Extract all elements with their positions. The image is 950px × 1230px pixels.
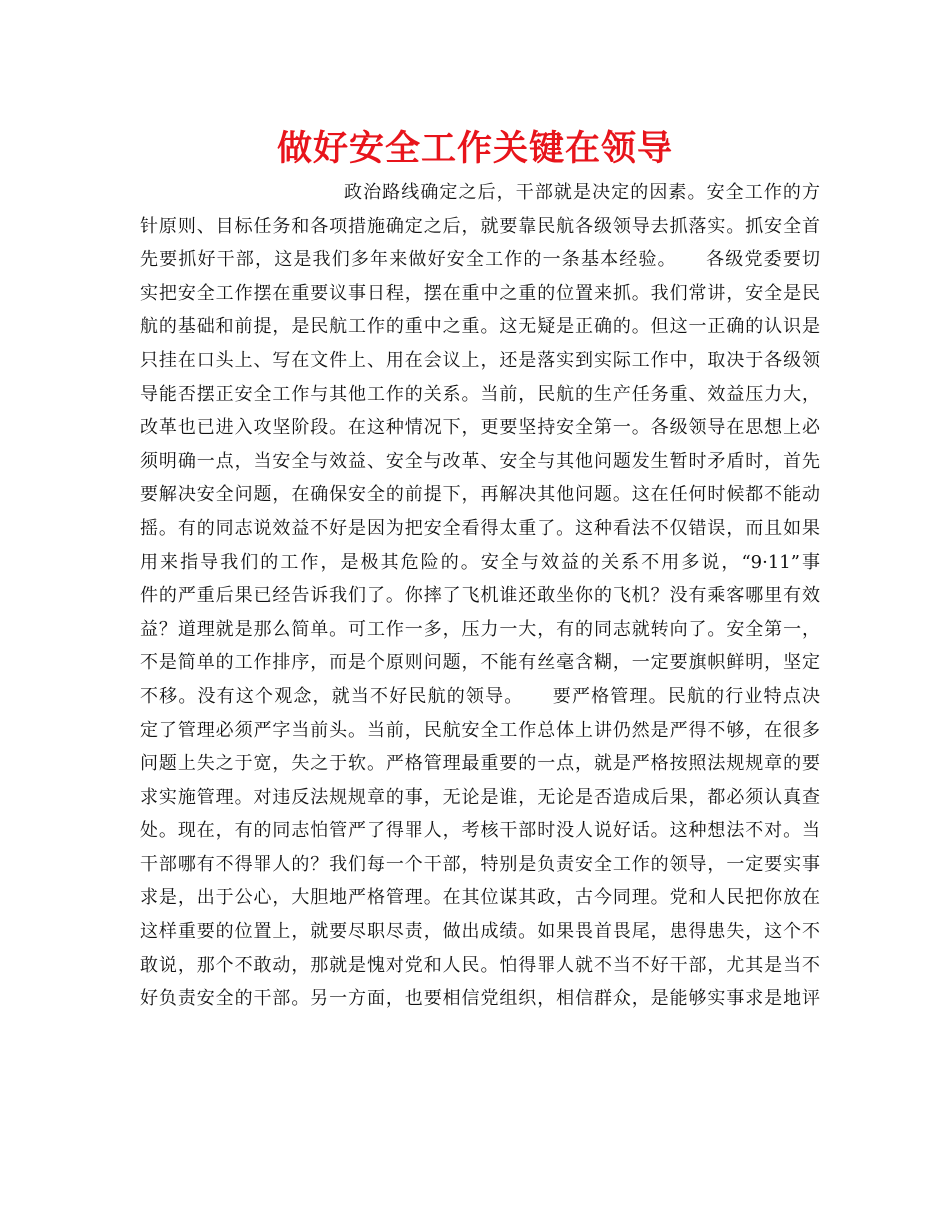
paragraph-line: 求是，出于公心，大胆地严格管理。在其位谋其政，古今同理。党和人民把你放在: [140, 887, 820, 909]
paragraph-line: 不是简单的工作排序，而是个原则问题，不能有丝毫含糊，一定要旗帜鲜明，坚定: [140, 652, 820, 674]
paragraph-line: 须明确一点，当安全与效益、安全与改革、安全与其他问题发生暂时矛盾时，首先: [140, 450, 820, 472]
paragraph-line: 不移。没有这个观念，就当不好民航的领导。 要严格管理。民航的行业特点决: [140, 685, 820, 707]
paragraph-line: 导能否摆正安全工作与其他工作的关系。当前，民航的生产任务重、效益压力大，: [140, 383, 820, 405]
paragraph-line: 干部哪有不得罪人的？我们每一个干部，特别是负责安全工作的领导，一定要实事: [140, 853, 820, 875]
paragraph-line: 要解决安全问题，在确保安全的前提下，再解决其他问题。这在任何时候都不能动: [140, 484, 820, 506]
paragraph-line: 益？道理就是那么简单。可工作一多，压力一大，有的同志就转向了。安全第一，: [140, 618, 820, 640]
paragraph-line: 用来指导我们的工作，是极其危险的。安全与效益的关系不用多说，“9·11”事: [140, 551, 820, 573]
paragraph-line: 摇。有的同志说效益不好是因为把安全看得太重了。这种看法不仅错误，而且如果: [140, 517, 820, 539]
paragraph-line: 只挂在口头上、写在文件上、用在会议上，还是落实到实际工作中，取决于各级领: [140, 349, 820, 371]
document-body: [140, 176, 820, 1016]
paragraph-line: 处。现在，有的同志怕管严了得罪人，考核干部时没人说好话。这种想法不对。当: [140, 820, 820, 842]
paragraph-line: 好负责安全的干部。另一方面，也要相信党组织，相信群众，是能够实事求是地评: [140, 988, 820, 1010]
paragraph-line: 航的基础和前提，是民航工作的重中之重。这无疑是正确的。但这一正确的认识是: [140, 316, 820, 338]
paragraph-line: 定了管理必须严字当前头。当前，民航安全工作总体上讲仍然是严得不够，在很多: [140, 719, 820, 741]
paragraph-line: 先要抓好干部，这是我们多年来做好安全工作的一条基本经验。 各级党委要切: [140, 249, 820, 271]
paragraph-line: 这样重要的位置上，就要尽职尽责，做出成绩。如果畏首畏尾，患得患失，这个不: [140, 921, 820, 943]
paragraph-line: 针原则、目标任务和各项措施确定之后，就要靠民航各级领导去抓落实。抓安全首: [140, 215, 820, 237]
paragraph-line: 政治路线确定之后，干部就是决定的因素。安全工作的方: [344, 182, 820, 203]
paragraph-line: 改革也已进入攻坚阶段。在这种情况下，更要坚持安全第一。各级领导在思想上必: [140, 417, 820, 439]
paragraph-line: 件的严重后果已经告诉我们了。你摔了飞机谁还敢坐你的飞机？没有乘客哪里有效: [140, 585, 820, 607]
document-title: 做好安全工作关键在领导: [276, 128, 673, 169]
paragraph-line: 求实施管理。对违反法规规章的事，无论是谁，无论是否造成后果，都必须认真查: [140, 786, 820, 808]
paragraph-line: 实把安全工作摆在重要议事日程，摆在重中之重的位置来抓。我们常讲，安全是民: [140, 282, 820, 304]
paragraph-line: 敢说，那个不敢动，那就是愧对党和人民。怕得罪人就不当不好干部，尤其是当不: [140, 954, 820, 976]
paragraph-line: 问题上失之于宽，失之于软。严格管理最重要的一点，就是严格按照法规规章的要: [140, 753, 820, 775]
